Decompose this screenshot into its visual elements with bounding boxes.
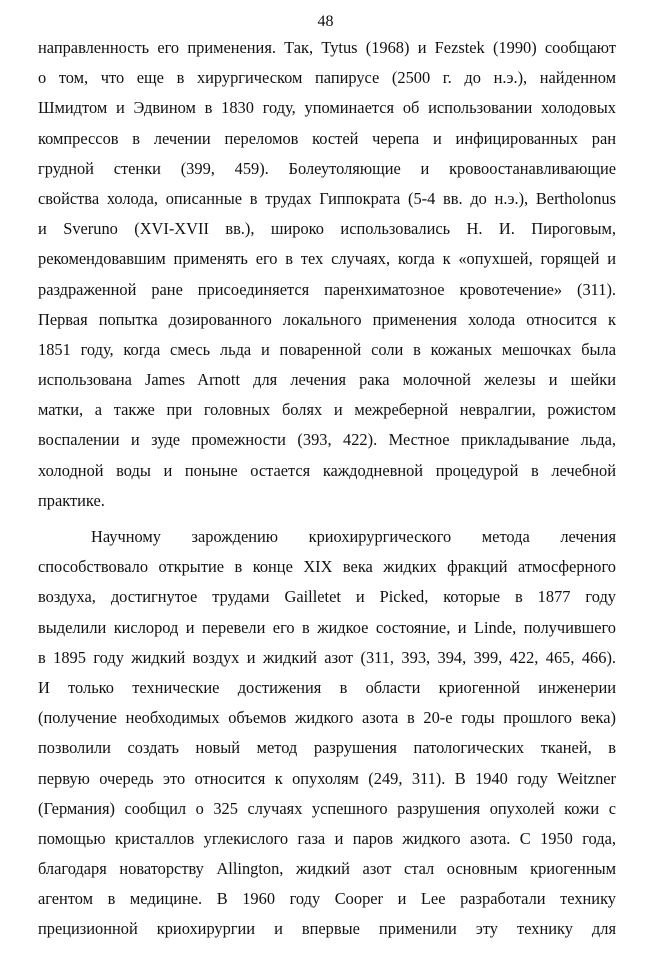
paragraph (38, 527, 616, 950)
text-line: И только технические достижения в области криогенной инженерии (38, 677, 616, 697)
text-line: практике. (38, 490, 105, 510)
text-line: и Sveruno (XVI-XVII вв.), широко использовались Н. И. Пироговым, (38, 219, 616, 239)
text-line: помощью кристаллов углекислого газа и паров жидкого азота. С 1950 года, (38, 828, 616, 848)
text-line: Шмидтом и Эдвином в 1830 году, упоминается об использовании холодовых (38, 98, 616, 118)
text-line: агентом в медицине. В 1960 году Cooper и Lee разработали технику (38, 889, 616, 909)
text-line: рекомендовавшим применять его в тех случаях, когда к «опухшей, горящей и (38, 249, 616, 269)
body-text (38, 38, 616, 950)
text-line: воспалении и зуде промежности (393, 422). Местное прикладывание льда, (38, 430, 616, 450)
text-line: прецизионной криохирургии и впервые применили эту технику для (38, 919, 616, 939)
text-line: свойства холода, описанные в трудах Гиппократа (5-4 вв. до н.э.), Bertholonus (38, 188, 616, 208)
text-line: (Германия) сообщил о 325 случаях успешного разрушения опухолей кожи с (38, 798, 616, 818)
paragraph (38, 38, 616, 521)
text-line: раздраженной ране присоединяется паренхиматозное кровотечение» (311). (38, 279, 616, 299)
text-line: позволили создать новый метод разрушения патологических тканей, в (38, 738, 616, 758)
text-line: Первая попытка дозированного локального применения холода относится к (38, 309, 616, 329)
text-line: в 1895 году жидкий воздух и жидкий азот (311, 393, 394, 399, 422, 465, 466). (38, 647, 616, 667)
text-line: благодаря новаторству Allington, жидкий азот стал основным криогенным (38, 859, 616, 879)
text-line: использована James Arnott для лечения рака молочной железы и шейки (38, 370, 616, 390)
text-line: выделили кислород и перевели его в жидкое состояние, и Linde, получившего (38, 617, 616, 637)
text-line: холодной воды и поныне остается каждодневной процедурой в лечебной (38, 460, 616, 480)
text-line: способствовало открытие в конце XIX века жидких фракций атмосферного (38, 557, 616, 577)
text-line: компрессов в лечении переломов костей черепа и инфицированных ран (38, 128, 616, 148)
text-line: воздуха, достигнутое трудами Gailletet и Picked, которые в 1877 году (38, 587, 616, 607)
text-line: первую очередь это относится к опухолям (249, 311). В 1940 году Weitzner (38, 768, 616, 788)
text-line: грудной стенки (399, 459). Болеутоляющие и кровоостанавливающие (38, 158, 616, 178)
page-number: 48 (317, 13, 334, 30)
text-line: Научному зарождению криохирургического метода лечения (91, 527, 616, 546)
text-line: матки, а также при головных болях и межреберной невралгии, рожистом (38, 400, 616, 420)
text-line: направленность его применения. Так, Tytus (1968) и Fezstek (1990) сообщают (38, 38, 616, 57)
text-line: о том, что еще в хирургическом папирусе (2500 г. до н.э.), найденном (38, 68, 616, 88)
text-line: 1851 году, когда смесь льда и поваренной соли в кожаных мешочках была (38, 339, 616, 359)
text-line: (получение необходимых объемов жидкого азота в 20-е годы прошлого века) (38, 708, 616, 728)
